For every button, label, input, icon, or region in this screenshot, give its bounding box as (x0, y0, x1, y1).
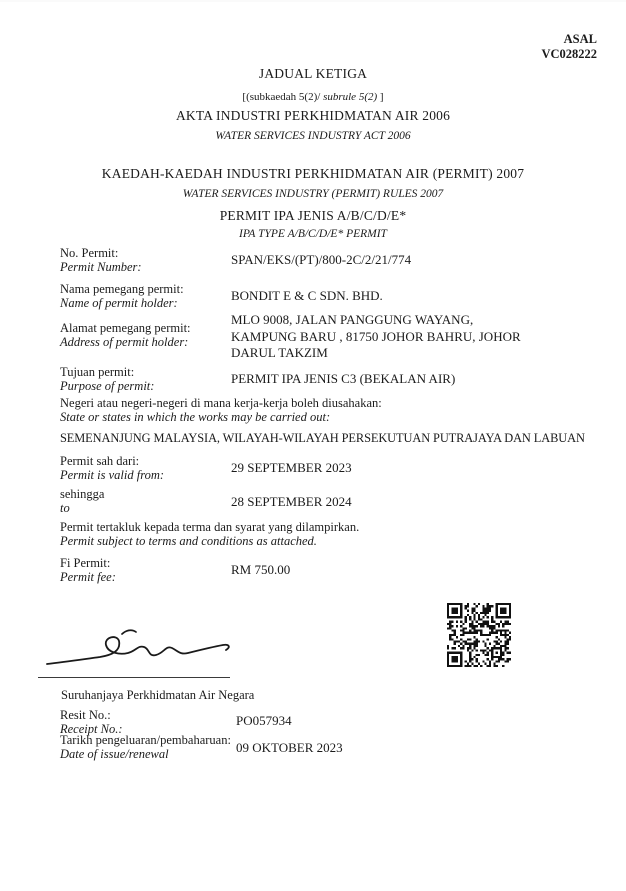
label-ms: Resit No.: (60, 708, 111, 722)
field-value-receipt-number: PO057934 (236, 713, 292, 728)
field-value-holder-name: BONDIT E & C SDN. BHD. (231, 288, 383, 303)
field-value-permit-number: SPAN/EKS/(PT)/800-2C/2/21/774 (231, 252, 412, 267)
address-line: KAMPUNG BARU , 81750 JOHOR BAHRU, JOHOR (231, 328, 521, 344)
act-title-en: WATER SERVICES INDUSTRY ACT 2006 (215, 130, 411, 142)
terms-note-ms: Permit tertakluk kepada terma dan syarat yang dilampirkan. (60, 520, 360, 534)
label-ms: Tarikh pengeluaran/pembaharuan: (60, 733, 231, 747)
field-label-valid-from (60, 454, 164, 482)
label-en: to (60, 501, 70, 515)
label-ms: Negeri atau negeri-negeri di mana kerja-kerja boleh diusahakan: (60, 396, 382, 410)
stamp-original-label: ASAL (563, 32, 597, 46)
field-label-issue-date (60, 733, 231, 761)
schedule-title: JADUAL KETIGA (258, 66, 368, 81)
field-label-purpose (60, 365, 154, 393)
label-ms: Fi Permit: (60, 556, 111, 570)
signature-line (38, 677, 230, 678)
address-line: DARUL TAKZIM (231, 345, 328, 360)
label-en: Name of permit holder: (60, 296, 178, 310)
document-stamp (541, 32, 597, 62)
field-label-valid-to (60, 487, 104, 515)
label-ms: Nama pemegang permit: (60, 282, 184, 296)
field-value-valid-from: 29 SEPTEMBER 2023 (231, 460, 352, 475)
signature-icon (40, 626, 235, 674)
label-en: Purpose of permit: (60, 379, 155, 393)
label-en: Date of issue/renewal (60, 747, 169, 761)
label-en: Address of permit holder: (60, 335, 189, 349)
terms-note (60, 520, 359, 548)
label-en: Receipt No.: (60, 722, 123, 736)
field-value-issue-date: 09 OKTOBER 2023 (236, 740, 343, 755)
field-label-holder-name (60, 282, 184, 310)
label-en: Permit Number: (60, 260, 142, 274)
label-en: Permit fee: (60, 570, 116, 584)
subrule-suffix: ] (377, 91, 384, 103)
label-ms: sehingga (60, 487, 105, 501)
field-value-states: SEMENANJUNG MALAYSIA, WILAYAH-WILAYAH PERSEKUTUAN PUTRAJAYA DAN LABUAN (60, 431, 585, 445)
field-value-holder-address (231, 312, 521, 362)
subrule-italic: subrule 5(2) (323, 91, 378, 103)
label-ms: No. Permit: (60, 246, 119, 260)
rules-title-ms: KAEDAH-KAEDAH INDUSTRI PERKHIDMATAN AIR (PERMIT) 2007 (101, 166, 525, 181)
field-label-holder-address (60, 321, 191, 349)
act-title-ms: AKTA INDUSTRI PERKHIDMATAN AIR 2006 (175, 108, 451, 123)
field-value-valid-to: 28 SEPTEMBER 2024 (231, 494, 352, 509)
label-en: Permit is valid from: (60, 468, 165, 482)
address-line: MLO 9008, JALAN PANGGUNG WAYANG, (231, 312, 474, 327)
rules-title-en: WATER SERVICES INDUSTRY (PERMIT) RULES 2007 (182, 188, 444, 200)
label-ms: Permit sah dari: (60, 454, 140, 468)
field-label-permit-number (60, 246, 142, 274)
stamp-serial-number: VC028222 (541, 47, 597, 61)
subrule-prefix: [(subkaedah 5(2)/ (242, 91, 324, 103)
field-label-states (60, 396, 382, 424)
label-ms: Tujuan permit: (60, 365, 135, 379)
qr-code-icon (447, 603, 511, 667)
subrule-reference (0, 91, 626, 103)
field-label-receipt-number (60, 708, 122, 736)
field-value-fee: RM 750.00 (231, 562, 291, 577)
permit-type-en: IPA TYPE A/B/C/D/E* PERMIT (239, 228, 387, 240)
label-en: State or states in which the works may be carried out: (60, 410, 331, 424)
authority-name: Suruhanjaya Perkhidmatan Air Negara (61, 688, 255, 702)
field-value-purpose: PERMIT IPA JENIS C3 (BEKALAN AIR) (231, 371, 456, 386)
label-ms: Alamat pemegang permit: (60, 321, 191, 335)
permit-type-ms: PERMIT IPA JENIS A/B/C/D/E* (219, 208, 407, 223)
field-label-fee (60, 556, 116, 584)
terms-note-en: Permit subject to terms and conditions as attached. (60, 534, 317, 548)
